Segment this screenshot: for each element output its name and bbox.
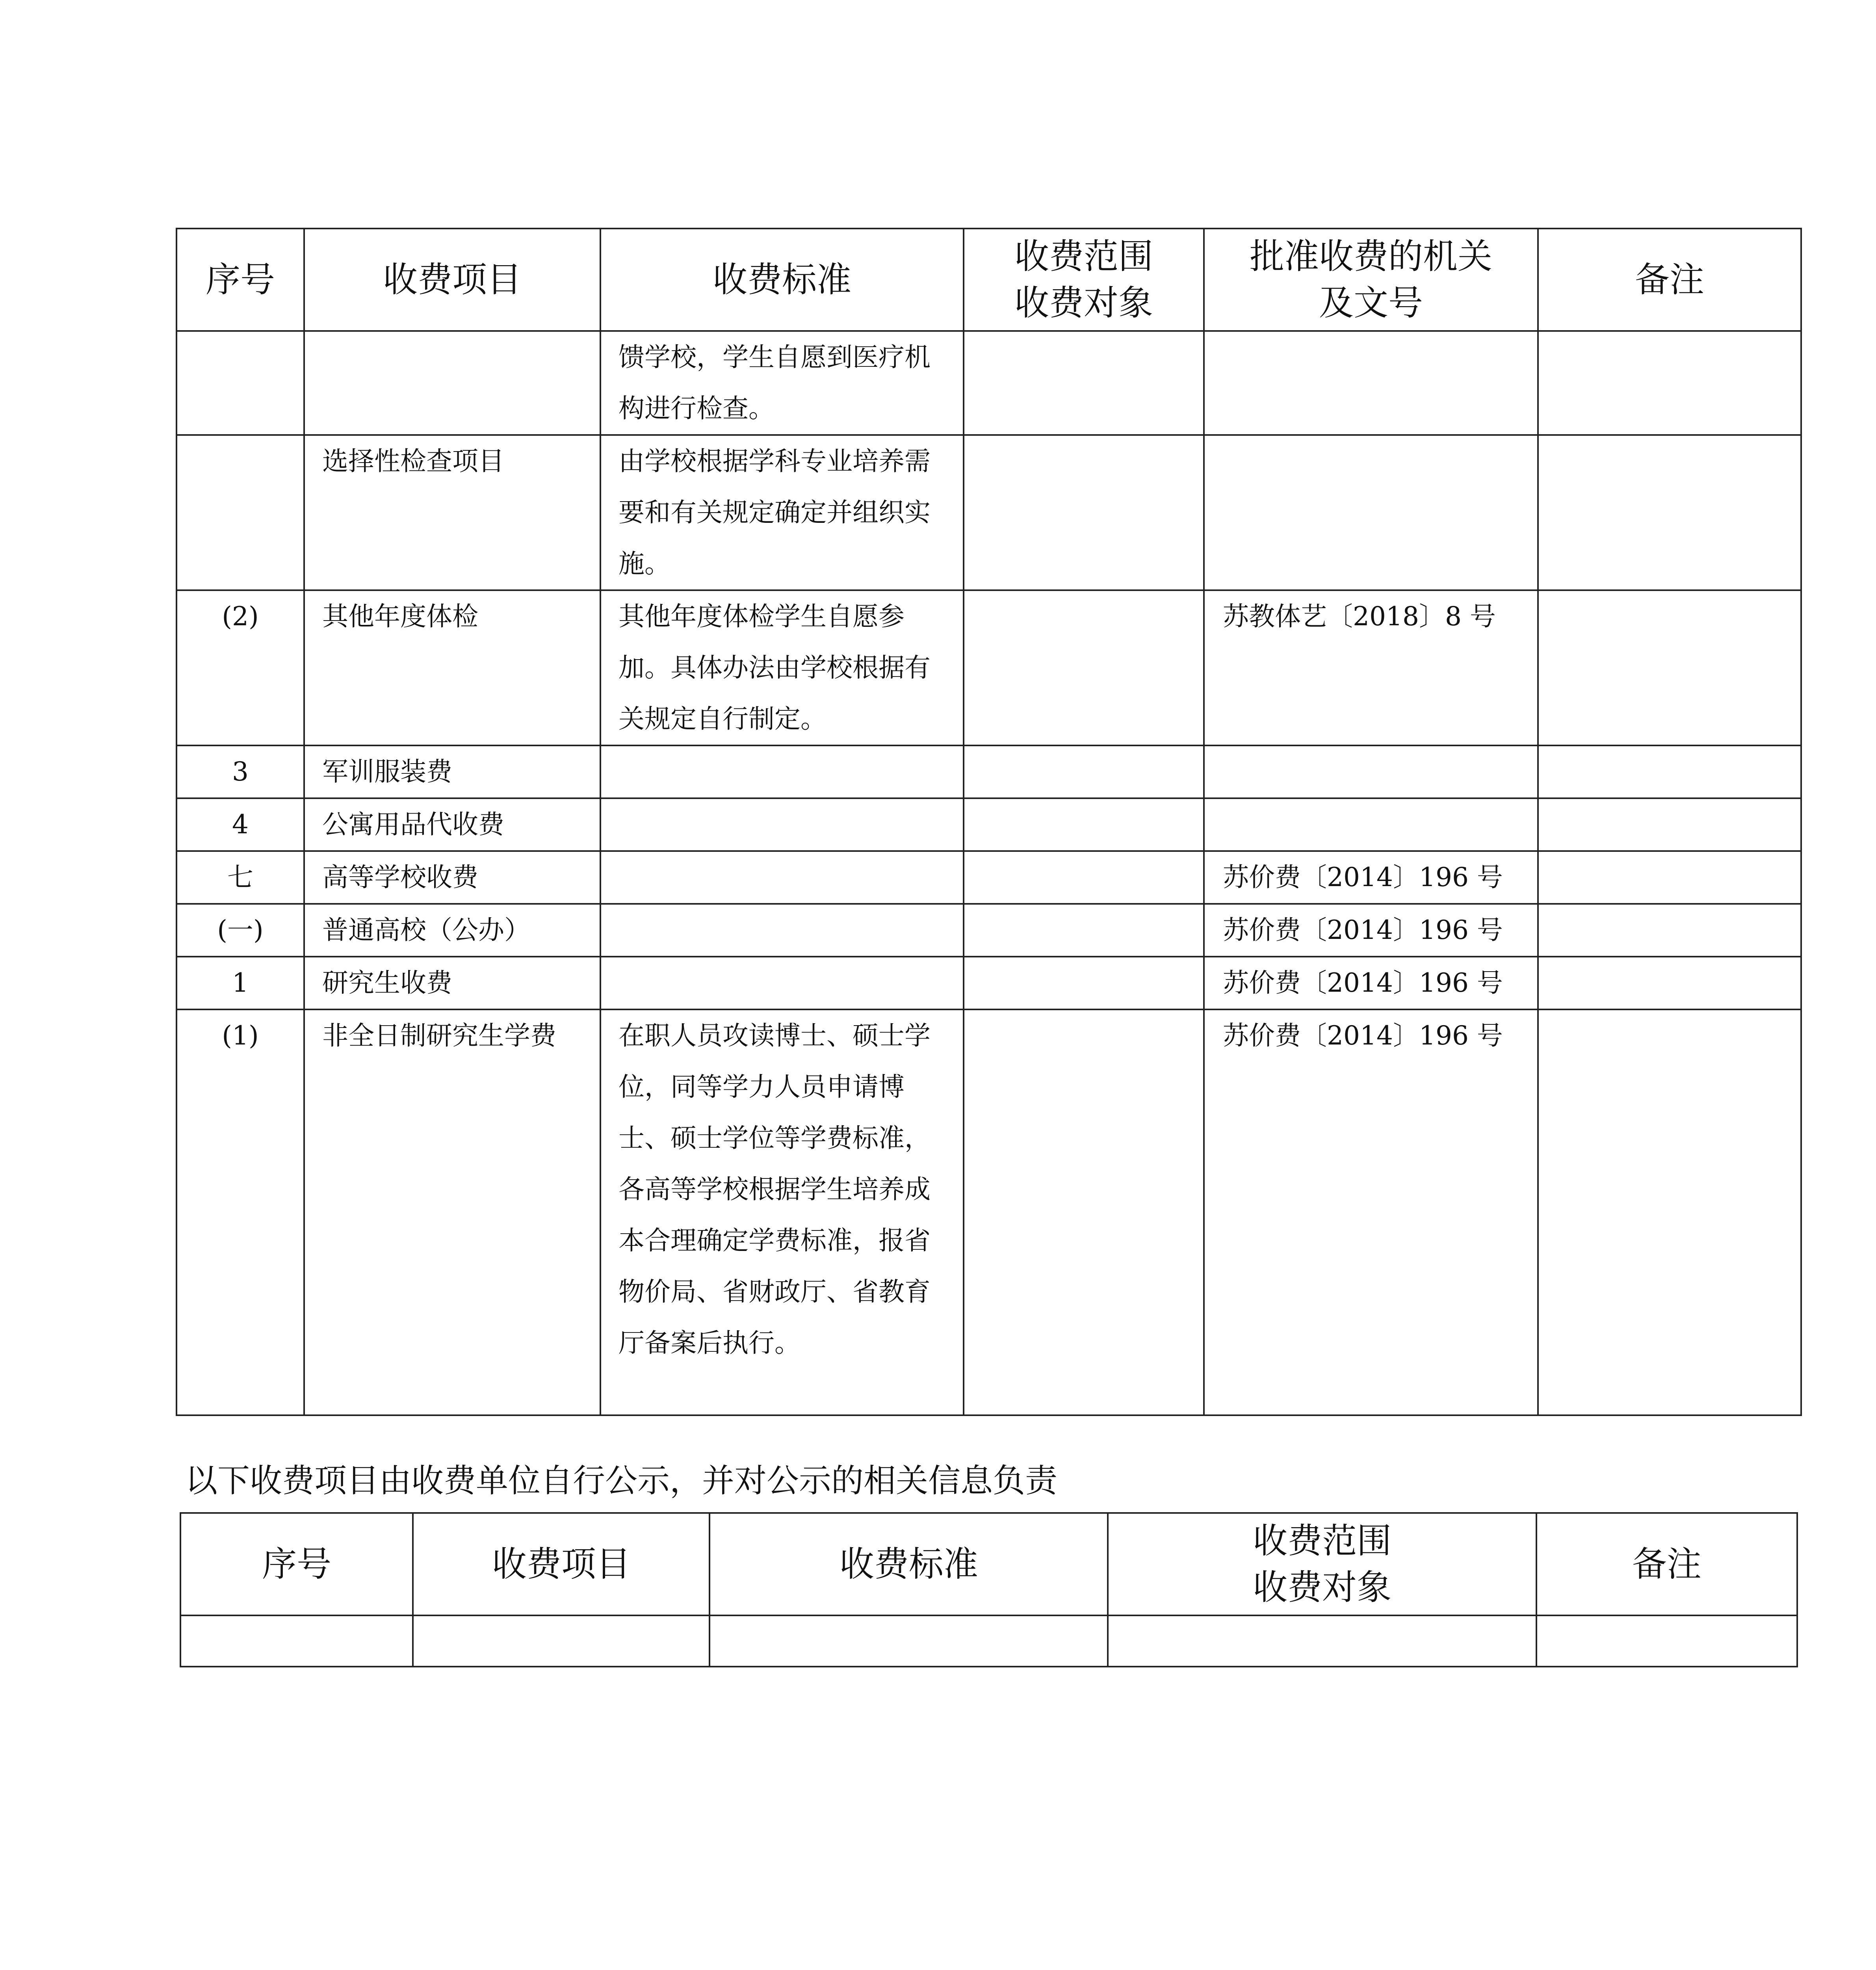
cell-approval: 苏教体艺〔2018〕8 号 bbox=[1204, 590, 1538, 745]
cell-seq bbox=[176, 331, 304, 435]
cell-standard bbox=[600, 851, 964, 904]
table-row bbox=[176, 851, 1801, 904]
cell-standard bbox=[710, 1615, 1108, 1667]
cell-standard: 其他年度体检学生自愿参加。具体办法由学校根据有关规定自行制定。 bbox=[600, 590, 964, 745]
cell-approval bbox=[1204, 745, 1538, 798]
fee-table bbox=[176, 228, 1802, 1416]
header-scope-line-1: 收费范围 bbox=[1253, 1520, 1392, 1561]
cell-scope bbox=[1108, 1615, 1536, 1667]
table-row bbox=[176, 957, 1801, 1009]
table-row bbox=[176, 1009, 1801, 1415]
cell-scope bbox=[964, 904, 1204, 957]
header-standard: 收费标准 bbox=[600, 229, 964, 331]
cell-item: 军训服装费 bbox=[304, 745, 600, 798]
cell-approval: 苏价费〔2014〕196 号 bbox=[1204, 904, 1538, 957]
cell-remark bbox=[1538, 798, 1801, 851]
header-scope-line-2: 收费对象 bbox=[1253, 1567, 1392, 1608]
cell-scope bbox=[964, 957, 1204, 1009]
cell-remark bbox=[1538, 904, 1801, 957]
self-publish-note: 以下收费项目由收费单位自行公示，并对公示的相关信息负责 bbox=[185, 1462, 1058, 1500]
cell-seq: 4 bbox=[176, 798, 304, 851]
cell-scope bbox=[964, 590, 1204, 745]
cell-item: 非全日制研究生学费 bbox=[304, 1009, 600, 1415]
cell-remark bbox=[1538, 745, 1801, 798]
cell-remark bbox=[1538, 957, 1801, 1009]
cell-approval: 苏价费〔2014〕196 号 bbox=[1204, 1009, 1538, 1415]
cell-approval bbox=[1204, 331, 1538, 435]
header-approval bbox=[1204, 229, 1538, 331]
table-row bbox=[176, 798, 1801, 851]
cell-seq: 1 bbox=[176, 957, 304, 1009]
cell-standard: 由学校根据学科专业培养需要和有关规定确定并组织实施。 bbox=[600, 435, 964, 590]
cell-seq: (一) bbox=[176, 904, 304, 957]
cell-scope bbox=[964, 331, 1204, 435]
header-standard: 收费标准 bbox=[710, 1513, 1108, 1615]
header-scope bbox=[1108, 1513, 1536, 1615]
cell-item: 公寓用品代收费 bbox=[304, 798, 600, 851]
cell-remark bbox=[1538, 1009, 1801, 1415]
table-row bbox=[180, 1615, 1797, 1667]
cell-standard bbox=[600, 745, 964, 798]
cell-remark bbox=[1536, 1615, 1797, 1667]
cell-item: 选择性检查项目 bbox=[304, 435, 600, 590]
table-row bbox=[176, 904, 1801, 957]
header-item: 收费项目 bbox=[413, 1513, 710, 1615]
header-approval-line-2: 及文号 bbox=[1319, 282, 1423, 323]
header-seq: 序号 bbox=[176, 229, 304, 331]
cell-remark bbox=[1538, 851, 1801, 904]
header-scope bbox=[964, 229, 1204, 331]
cell-scope bbox=[964, 1009, 1204, 1415]
header-approval-line-1: 批准收费的机关 bbox=[1249, 236, 1492, 277]
cell-remark bbox=[1538, 331, 1801, 435]
cell-seq: 3 bbox=[176, 745, 304, 798]
cell-seq: (2) bbox=[176, 590, 304, 745]
cell-item: 高等学校收费 bbox=[304, 851, 600, 904]
table-row bbox=[176, 745, 1801, 798]
cell-standard: 馈学校，学生自愿到医疗机构进行检查。 bbox=[600, 331, 964, 435]
cell-seq: (1) bbox=[176, 1009, 304, 1415]
cell-approval: 苏价费〔2014〕196 号 bbox=[1204, 851, 1538, 904]
cell-item bbox=[304, 331, 600, 435]
header-remark: 备注 bbox=[1536, 1513, 1797, 1615]
table-row bbox=[176, 331, 1801, 435]
cell-standard bbox=[600, 798, 964, 851]
cell-scope bbox=[964, 798, 1204, 851]
self-publish-table bbox=[180, 1512, 1798, 1667]
cell-standard: 在职人员攻读博士、硕士学位，同等学力人员申请博士、硕士学位等学费标准，各高等学校根据学生培养成本合理确定学费标准，报省物价局、省财政厅、省教育厅备案后执行。 bbox=[600, 1009, 964, 1415]
cell-item: 研究生收费 bbox=[304, 957, 600, 1009]
cell-seq: 七 bbox=[176, 851, 304, 904]
cell-item: 普通高校（公办） bbox=[304, 904, 600, 957]
cell-seq bbox=[176, 435, 304, 590]
table-row bbox=[176, 590, 1801, 745]
header-remark: 备注 bbox=[1538, 229, 1801, 331]
cell-scope bbox=[964, 851, 1204, 904]
cell-scope bbox=[964, 745, 1204, 798]
header-scope-line-2: 收费对象 bbox=[1014, 282, 1153, 323]
cell-scope bbox=[964, 435, 1204, 590]
cell-approval bbox=[1204, 435, 1538, 590]
fee-table-header-row bbox=[176, 229, 1801, 331]
cell-approval: 苏价费〔2014〕196 号 bbox=[1204, 957, 1538, 1009]
header-item: 收费项目 bbox=[304, 229, 600, 331]
table-row bbox=[176, 435, 1801, 590]
header-scope-line-1: 收费范围 bbox=[1014, 236, 1153, 277]
cell-seq bbox=[180, 1615, 413, 1667]
cell-remark bbox=[1538, 590, 1801, 745]
cell-item bbox=[413, 1615, 710, 1667]
cell-standard bbox=[600, 904, 964, 957]
cell-standard bbox=[600, 957, 964, 1009]
header-seq: 序号 bbox=[180, 1513, 413, 1615]
self-table-header-row bbox=[180, 1513, 1797, 1615]
cell-remark bbox=[1538, 435, 1801, 590]
cell-approval bbox=[1204, 798, 1538, 851]
cell-item: 其他年度体检 bbox=[304, 590, 600, 745]
